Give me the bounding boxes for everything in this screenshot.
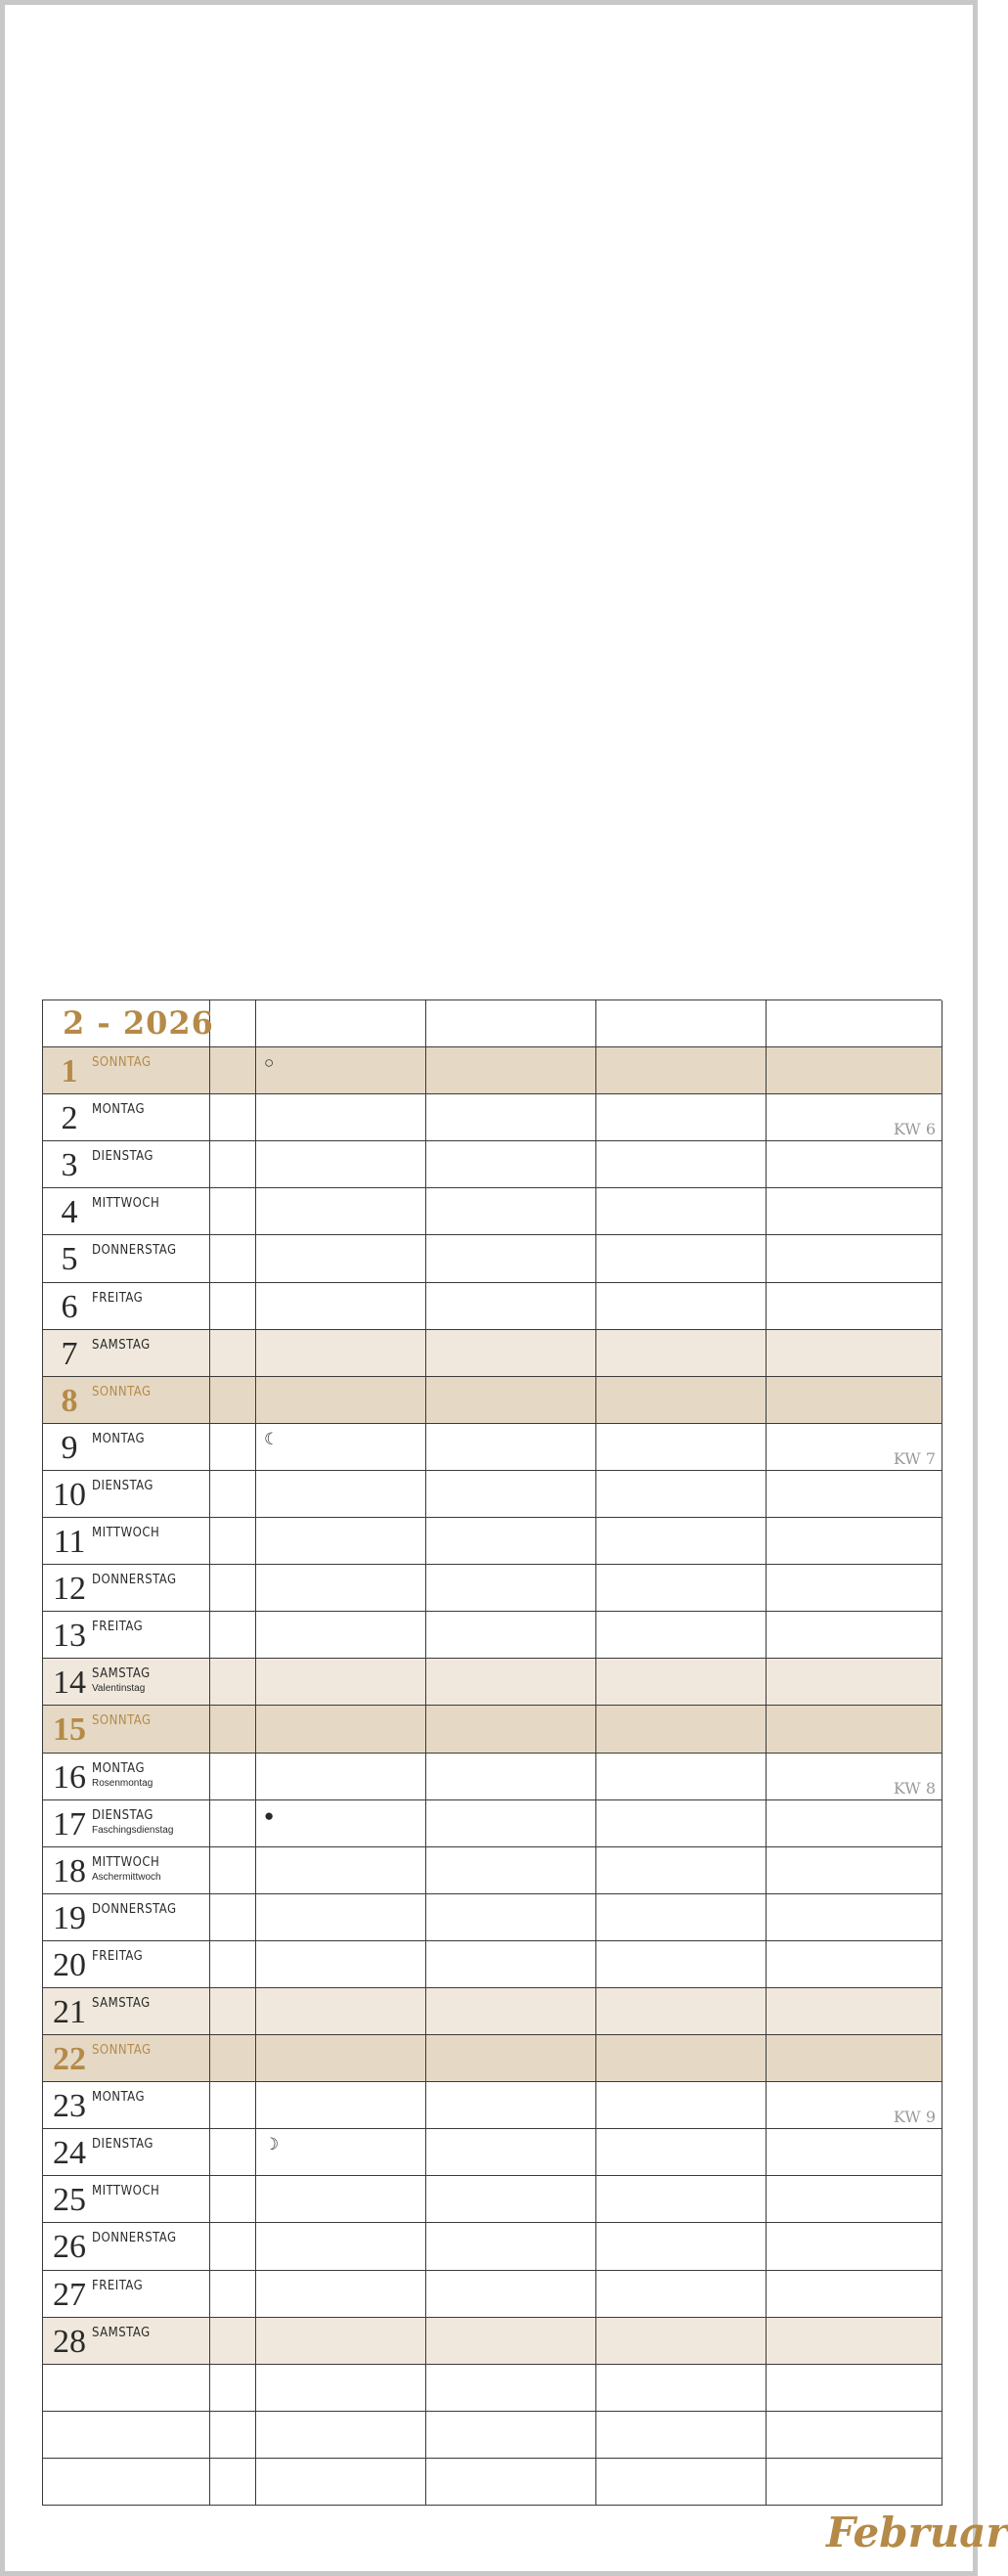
date-cell[interactable] [43, 1047, 210, 1094]
entry-cell[interactable] [767, 1706, 942, 1753]
moon-phase-icon: ☽ [264, 2135, 280, 2154]
entry-cell[interactable] [767, 1235, 942, 1282]
date-cell[interactable] [43, 1565, 210, 1612]
day-number: 16 [53, 1758, 86, 1796]
day-number: 23 [53, 2088, 86, 2125]
day-number: 11 [53, 1524, 86, 1561]
day-row [43, 1612, 942, 1659]
entry-cell[interactable] [596, 1471, 767, 1518]
entry-cell[interactable] [426, 2129, 596, 2176]
weekday-label: SAMSTAG [92, 2325, 151, 2340]
entry-cell[interactable] [256, 1754, 426, 1800]
day-row [43, 1800, 942, 1847]
entry-cell[interactable] [767, 1847, 942, 1894]
narrow-cell[interactable] [210, 1283, 256, 1330]
holiday-label: Valentinstag [92, 1683, 146, 1695]
weekday-label: SONNTAG [92, 2043, 152, 2059]
narrow-cell[interactable] [210, 2318, 256, 2365]
entry-cell[interactable] [596, 2318, 767, 2365]
entry-cell[interactable] [596, 1188, 767, 1235]
narrow-cell[interactable] [210, 1047, 256, 1094]
entry-cell[interactable] [256, 1988, 426, 2035]
day-row [43, 2035, 942, 2082]
entry-cell[interactable] [256, 1235, 426, 1282]
entry-cell[interactable] [596, 1894, 767, 1941]
day-number: 15 [53, 1711, 86, 1749]
narrow-cell[interactable] [210, 1377, 256, 1424]
date-cell[interactable] [43, 1471, 210, 1518]
narrow-cell[interactable] [210, 2459, 256, 2506]
narrow-cell[interactable] [210, 1141, 256, 1188]
date-cell[interactable] [43, 1424, 210, 1471]
entry-cell[interactable] [596, 1706, 767, 1753]
entry-cell[interactable] [426, 1988, 596, 2035]
entry-cell[interactable] [426, 1424, 596, 1471]
entry-cell[interactable] [426, 2035, 596, 2082]
day-rows [43, 1047, 942, 2506]
entry-cell[interactable] [256, 1188, 426, 1235]
holiday-label: Faschingsdienstag [92, 1824, 174, 1836]
entry-cell[interactable] [596, 1988, 767, 2035]
weekday-label: SONNTAG [92, 1713, 152, 1729]
entry-cell[interactable] [426, 1800, 596, 1847]
day-row [43, 1941, 942, 1988]
date-cell[interactable] [43, 1377, 210, 1424]
entry-cell[interactable] [426, 2459, 596, 2506]
entry-cell[interactable] [426, 2082, 596, 2129]
entry-cell[interactable] [426, 2318, 596, 2365]
day-row [43, 1330, 942, 1377]
entry-cell[interactable] [767, 2412, 942, 2459]
entry-cell[interactable] [767, 1659, 942, 1706]
weekday-label: SAMSTAG [92, 1995, 151, 2011]
date-cell[interactable] [43, 1941, 210, 1988]
entry-cell[interactable] [767, 1330, 942, 1377]
day-row [43, 1283, 942, 1330]
day-number: 6 [61, 1288, 78, 1325]
date-cell[interactable] [43, 1847, 210, 1894]
moon-phase-icon: ○ [264, 1053, 275, 1073]
day-row [43, 1047, 942, 1094]
entry-cell[interactable] [256, 1941, 426, 1988]
weekday-label: SONNTAG [92, 1055, 152, 1071]
holiday-label: Rosenmontag [92, 1777, 153, 1789]
narrow-cell[interactable] [210, 1941, 256, 1988]
entry-cell[interactable] [426, 1894, 596, 1941]
weekday-label: MITTWOCH [92, 2184, 160, 2199]
entry-cell[interactable] [596, 2365, 767, 2412]
entry-cell[interactable] [256, 2365, 426, 2412]
calendar-week-label: KW 8 [893, 1778, 936, 1798]
weekday-label: DIENSTAG [92, 1478, 153, 1493]
day-number: 27 [53, 2276, 86, 2313]
weekday-label: FREITAG [92, 1620, 144, 1635]
entry-cell[interactable] [596, 1094, 767, 1141]
date-cell[interactable] [43, 1612, 210, 1659]
entry-cell[interactable] [767, 1377, 942, 1424]
narrow-cell[interactable] [210, 2412, 256, 2459]
day-number: 25 [53, 2182, 86, 2219]
day-number: 8 [61, 1382, 78, 1419]
entry-cell[interactable] [426, 2223, 596, 2270]
narrow-cell[interactable] [210, 1659, 256, 1706]
entry-cell[interactable] [256, 1471, 426, 1518]
entry-cell[interactable] [426, 2412, 596, 2459]
entry-cell[interactable] [596, 1047, 767, 1094]
entry-cell[interactable] [426, 2271, 596, 2318]
entry-cell[interactable] [596, 1518, 767, 1565]
date-cell[interactable] [43, 1141, 210, 1188]
entry-cell[interactable] [256, 1894, 426, 1941]
entry-cell[interactable] [596, 2082, 767, 2129]
entry-cell[interactable] [426, 1330, 596, 1377]
narrow-cell[interactable] [210, 1471, 256, 1518]
entry-cell[interactable] [767, 2271, 942, 2318]
entry-cell[interactable] [767, 2318, 942, 2365]
date-cell[interactable] [43, 1188, 210, 1235]
entry-cell[interactable] [596, 1283, 767, 1330]
moon-phase-icon: ☾ [264, 1429, 280, 1448]
day-number: 21 [53, 1993, 86, 2030]
header-column-2 [426, 1000, 596, 1047]
entry-cell[interactable] [596, 1330, 767, 1377]
header-date-cell [43, 1000, 214, 1047]
weekday-label: DONNERSTAG [92, 1901, 177, 1917]
entry-cell[interactable] [256, 1847, 426, 1894]
entry-cell[interactable] [767, 1141, 942, 1188]
photo-area [5, 5, 973, 998]
entry-cell[interactable] [767, 2082, 942, 2129]
narrow-cell[interactable] [210, 2223, 256, 2270]
entry-cell[interactable] [596, 2271, 767, 2318]
entry-cell[interactable] [767, 2223, 942, 2270]
narrow-cell[interactable] [210, 1188, 256, 1235]
entry-cell[interactable] [767, 1283, 942, 1330]
entry-cell[interactable] [767, 1188, 942, 1235]
day-number: 28 [53, 2323, 86, 2360]
calendar-week-label: KW 7 [893, 1448, 936, 1468]
date-cell[interactable] [43, 1800, 210, 1847]
entry-cell[interactable] [256, 2412, 426, 2459]
weekday-label: DIENSTAG [92, 1149, 153, 1165]
weekday-label: FREITAG [92, 1290, 144, 1306]
day-row [43, 1235, 942, 1282]
narrow-cell[interactable] [210, 1330, 256, 1377]
entry-cell[interactable] [767, 1518, 942, 1565]
entry-cell[interactable] [256, 2223, 426, 2270]
entry-cell[interactable] [767, 2035, 942, 2082]
entry-cell[interactable] [426, 1565, 596, 1612]
entry-cell[interactable] [426, 1471, 596, 1518]
entry-cell[interactable] [426, 1094, 596, 1141]
weekday-label: SAMSTAG [92, 1666, 151, 1682]
header-column-4 [767, 1000, 942, 1047]
weekday-label: MONTAG [92, 1102, 146, 1118]
entry-cell[interactable] [256, 1424, 426, 1471]
entry-cell[interactable] [256, 2271, 426, 2318]
date-cell[interactable] [43, 1988, 210, 2035]
entry-cell[interactable] [596, 1659, 767, 1706]
entry-cell[interactable] [256, 1377, 426, 1424]
narrow-cell[interactable] [210, 1800, 256, 1847]
entry-cell[interactable] [426, 2176, 596, 2223]
entry-cell[interactable] [767, 1612, 942, 1659]
entry-cell[interactable] [596, 1141, 767, 1188]
weekday-label: FREITAG [92, 2278, 144, 2293]
day-row [43, 2459, 942, 2506]
weekday-label: SAMSTAG [92, 1337, 151, 1353]
narrow-cell[interactable] [210, 2129, 256, 2176]
day-row [43, 1754, 942, 1800]
day-number: 17 [53, 1805, 86, 1843]
entry-cell[interactable] [767, 1941, 942, 1988]
date-cell[interactable] [43, 2129, 210, 2176]
day-row [43, 1094, 942, 1141]
narrow-cell[interactable] [210, 1565, 256, 1612]
holiday-label: Aschermittwoch [92, 1871, 161, 1883]
entry-cell[interactable] [256, 1800, 426, 1847]
entry-cell[interactable] [256, 1706, 426, 1753]
day-row [43, 1894, 942, 1941]
entry-cell[interactable] [767, 1424, 942, 1471]
day-row [43, 1659, 942, 1706]
entry-cell[interactable] [426, 1141, 596, 1188]
narrow-cell[interactable] [210, 2271, 256, 2318]
narrow-cell[interactable] [210, 1235, 256, 1282]
entry-cell[interactable] [256, 2318, 426, 2365]
date-cell[interactable] [43, 2318, 210, 2365]
entry-cell[interactable] [767, 1754, 942, 1800]
day-row [43, 2318, 942, 2365]
date-cell[interactable] [43, 2176, 210, 2223]
day-row [43, 2082, 942, 2129]
entry-cell[interactable] [596, 1941, 767, 1988]
date-cell[interactable] [43, 1094, 210, 1141]
entry-cell[interactable] [426, 1612, 596, 1659]
weekday-label: DIENSTAG [92, 1807, 153, 1823]
day-number: 1 [61, 1053, 78, 1090]
weekday-label: MONTAG [92, 1760, 146, 1776]
entry-cell[interactable] [596, 2129, 767, 2176]
day-number: 20 [53, 1946, 86, 1983]
weekday-label: MITTWOCH [92, 1196, 160, 1212]
date-cell[interactable] [43, 2459, 210, 2506]
entry-cell[interactable] [256, 1141, 426, 1188]
entry-cell[interactable] [767, 1565, 942, 1612]
entry-cell[interactable] [256, 1518, 426, 1565]
entry-cell[interactable] [426, 1754, 596, 1800]
entry-cell[interactable] [596, 1800, 767, 1847]
weekday-label: DONNERSTAG [92, 2231, 177, 2246]
entry-cell[interactable] [767, 1094, 942, 1141]
month-year-title: 2 - 2026 [63, 1004, 214, 1042]
entry-cell[interactable] [767, 1800, 942, 1847]
day-number: 5 [61, 1241, 78, 1278]
entry-cell[interactable] [596, 2035, 767, 2082]
entry-cell[interactable] [596, 1235, 767, 1282]
day-number: 14 [53, 1665, 86, 1702]
day-row [43, 1141, 942, 1188]
entry-cell[interactable] [596, 1424, 767, 1471]
date-cell[interactable] [43, 1235, 210, 1282]
calendar-week-label: KW 9 [893, 2108, 936, 2127]
day-row [43, 1988, 942, 2035]
weekday-label: FREITAG [92, 1948, 144, 1964]
narrow-cell[interactable] [210, 1424, 256, 1471]
entry-cell[interactable] [256, 2082, 426, 2129]
month-name: Februar [826, 2509, 1008, 2556]
date-cell[interactable] [43, 1894, 210, 1941]
entry-cell[interactable] [767, 1988, 942, 2035]
day-row [43, 1188, 942, 1235]
day-number: 2 [61, 1100, 78, 1137]
entry-cell[interactable] [256, 1283, 426, 1330]
date-cell[interactable] [43, 1706, 210, 1753]
narrow-cell[interactable] [210, 2035, 256, 2082]
narrow-cell[interactable] [210, 2082, 256, 2129]
day-row [43, 2223, 942, 2270]
day-number: 3 [61, 1147, 78, 1184]
entry-cell[interactable] [426, 1941, 596, 1988]
weekday-label: MITTWOCH [92, 1854, 160, 1870]
day-row [43, 2129, 942, 2176]
weekday-label: MITTWOCH [92, 1526, 160, 1541]
narrow-cell[interactable] [210, 2176, 256, 2223]
entry-cell[interactable] [596, 1565, 767, 1612]
entry-cell[interactable] [596, 2223, 767, 2270]
date-cell[interactable] [43, 1659, 210, 1706]
day-number: 4 [61, 1194, 78, 1231]
day-row [43, 1565, 942, 1612]
entry-cell[interactable] [426, 1659, 596, 1706]
entry-cell[interactable] [256, 2176, 426, 2223]
weekday-label: DONNERSTAG [92, 1573, 177, 1588]
calendar-week-label: KW 6 [893, 1120, 936, 1139]
day-row [43, 2412, 942, 2459]
entry-cell[interactable] [767, 1047, 942, 1094]
entry-cell[interactable] [767, 2365, 942, 2412]
entry-cell[interactable] [256, 1565, 426, 1612]
narrow-cell[interactable] [210, 1754, 256, 1800]
moon-phase-icon: ● [264, 1805, 275, 1825]
entry-cell[interactable] [256, 2459, 426, 2506]
entry-cell[interactable] [426, 1518, 596, 1565]
day-row [43, 2176, 942, 2223]
day-row [43, 1377, 942, 1424]
day-row [43, 2271, 942, 2318]
entry-cell[interactable] [767, 2129, 942, 2176]
date-cell[interactable] [43, 2082, 210, 2129]
entry-cell[interactable] [426, 1847, 596, 1894]
date-cell[interactable] [43, 1518, 210, 1565]
weekday-label: DIENSTAG [92, 2137, 153, 2153]
entry-cell[interactable] [767, 1894, 942, 1941]
day-number: 22 [53, 2041, 86, 2078]
entry-cell[interactable] [256, 2035, 426, 2082]
entry-cell[interactable] [426, 1377, 596, 1424]
header-column-1 [256, 1000, 426, 1047]
entry-cell[interactable] [596, 1612, 767, 1659]
day-number: 7 [61, 1335, 78, 1372]
entry-cell[interactable] [767, 2459, 942, 2506]
entry-cell[interactable] [596, 1377, 767, 1424]
day-row [43, 2365, 942, 2412]
day-number: 19 [53, 1899, 86, 1936]
day-number: 26 [53, 2229, 86, 2266]
entry-cell[interactable] [256, 2129, 426, 2176]
narrow-cell[interactable] [210, 1094, 256, 1141]
entry-cell[interactable] [426, 1047, 596, 1094]
day-number: 12 [53, 1571, 86, 1608]
entry-cell[interactable] [596, 2412, 767, 2459]
narrow-cell[interactable] [210, 1518, 256, 1565]
entry-cell[interactable] [767, 2176, 942, 2223]
narrow-cell[interactable] [210, 1988, 256, 2035]
narrow-cell[interactable] [210, 1894, 256, 1941]
date-cell[interactable] [43, 2035, 210, 2082]
day-number: 24 [53, 2135, 86, 2172]
date-cell[interactable] [43, 2271, 210, 2318]
header-moon-cell [210, 1000, 256, 1047]
day-number: 18 [53, 1852, 86, 1889]
entry-cell[interactable] [596, 2459, 767, 2506]
weekday-label: MONTAG [92, 1431, 146, 1446]
entry-cell[interactable] [426, 1235, 596, 1282]
date-cell[interactable] [43, 2365, 210, 2412]
header-column-3 [596, 1000, 767, 1047]
day-row [43, 1847, 942, 1894]
entry-cell[interactable] [256, 1094, 426, 1141]
narrow-cell[interactable] [210, 2365, 256, 2412]
day-number: 13 [53, 1618, 86, 1655]
entry-cell[interactable] [596, 1754, 767, 1800]
entry-cell[interactable] [426, 1283, 596, 1330]
entry-cell[interactable] [256, 1659, 426, 1706]
entry-cell[interactable] [596, 2176, 767, 2223]
calendar-header-row [43, 1000, 942, 1047]
day-row [43, 1424, 942, 1471]
calendar-table [42, 999, 942, 2506]
day-row [43, 1471, 942, 1518]
weekday-label: MONTAG [92, 2090, 146, 2106]
entry-cell[interactable] [426, 1188, 596, 1235]
entry-cell[interactable] [767, 1471, 942, 1518]
narrow-cell[interactable] [210, 1847, 256, 1894]
day-number: 9 [61, 1429, 78, 1466]
weekday-label: SONNTAG [92, 1384, 152, 1399]
entry-cell[interactable] [426, 2365, 596, 2412]
date-cell[interactable] [43, 1283, 210, 1330]
entry-cell[interactable] [256, 1612, 426, 1659]
narrow-cell[interactable] [210, 1706, 256, 1753]
date-cell[interactable] [43, 2223, 210, 2270]
weekday-label: DONNERSTAG [92, 1243, 177, 1259]
day-number: 10 [53, 1476, 86, 1513]
narrow-cell[interactable] [210, 1612, 256, 1659]
date-cell[interactable] [43, 1330, 210, 1377]
date-cell[interactable] [43, 1754, 210, 1800]
day-row [43, 1706, 942, 1753]
entry-cell[interactable] [256, 1330, 426, 1377]
entry-cell[interactable] [596, 1847, 767, 1894]
date-cell[interactable] [43, 2412, 210, 2459]
entry-cell[interactable] [426, 1706, 596, 1753]
day-row [43, 1518, 942, 1565]
entry-cell[interactable] [256, 1047, 426, 1094]
